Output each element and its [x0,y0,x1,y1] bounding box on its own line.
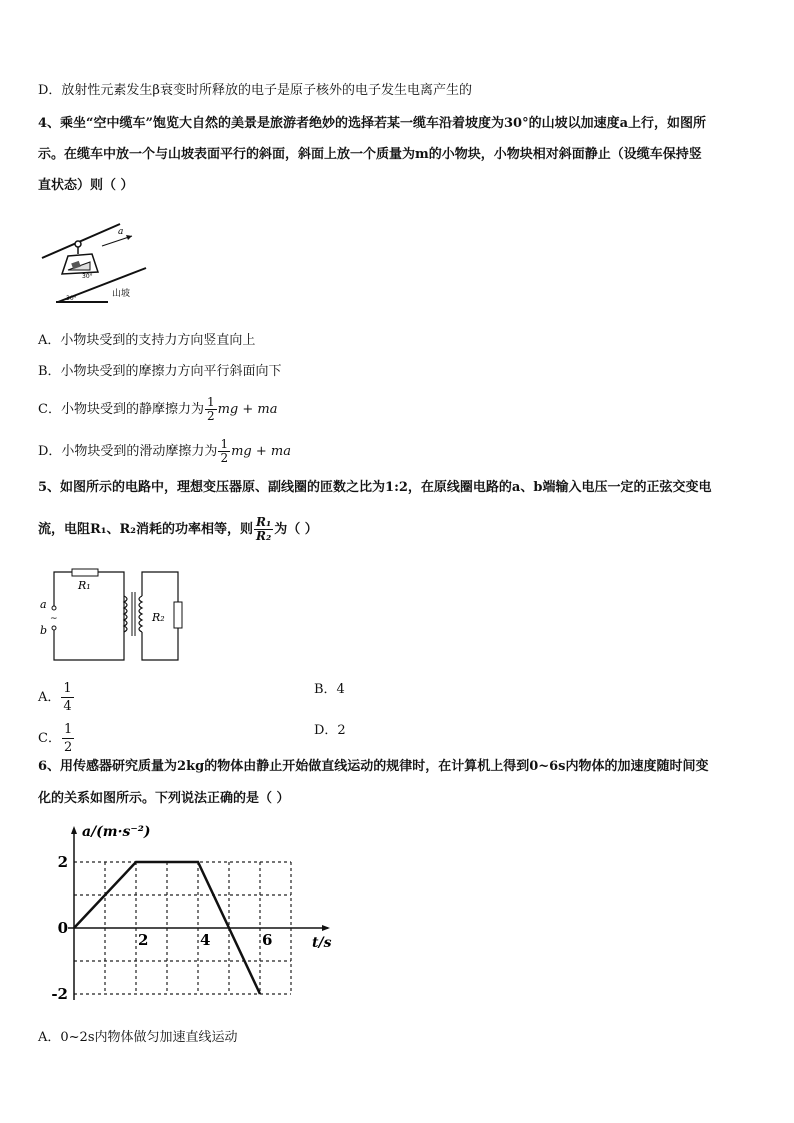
r1-label: R₁ [78,579,91,592]
pulley [75,241,81,247]
y-tick-label: -2 [51,985,68,1003]
ratio-fraction [254,516,273,543]
resistor-r1 [72,569,98,576]
cabin [62,254,98,274]
fraction-num: 1 [206,395,215,409]
q5-stem-line1: 5、如图所示的电路中，理想变压器原、副线圈的匝数之比为1:2，在原线圈电路的a、b端输入电压一定的正弦交变电 [38,480,712,495]
q5-option-d: D．2 [314,723,346,738]
x-tick-label: 6 [262,931,273,949]
resistor-r2 [174,602,182,628]
fraction-half [218,438,230,465]
q4-stem-line2: 示。在缆车中放一个与山坡表面平行的斜面，斜面上放一个质量为m的小物块，小物块相对斜面静止（设缆车保持竖 [38,147,702,162]
q5-option-a-den: 4 [63,699,72,714]
q5-option-c-num: 1 [63,722,73,737]
q5-option-c-den: 2 [63,740,73,755]
a-label: a [40,598,47,611]
cable-car-figure [38,218,158,310]
y-tick-label: 2 [57,853,68,871]
q5-option-c-fraction [62,721,74,756]
q6-stem-line1: 6、用传感器研究质量为2kg的物体由静止开始做直线运动的规律时，在计算机上得到0~6s内物体的加速度随时间变 [38,759,709,774]
q5-option-a-label: A． [38,690,61,705]
q4-option-d [38,438,291,465]
terminal-b [52,626,56,630]
q4-option-a: A．小物块受到的支持力方向竖直向上 [38,333,256,348]
terminal-a [52,606,56,610]
fraction-den: 2 [220,451,229,465]
y-axis-label: a/(m·s⁻²) [82,824,151,840]
slope-label: 山坡 [112,289,131,299]
ratio-num: R₁ [256,515,272,529]
fraction-half [205,396,217,423]
q6-stem-line2: 化的关系如图所示。下列说法正确的是（ ） [38,791,290,806]
q4-stem-line3: 直状态）则（ ） [38,178,134,193]
angle-label-1: 30° [82,273,93,280]
q4-option-b: B．小物块受到的摩擦力方向平行斜面向下 [38,364,282,379]
q4-option-c [38,396,277,423]
q3-option-d: D．放射性元素发生β衰变时所释放的电子是原子核外的电子发生电离产生的 [38,83,472,98]
x-axis-arrowhead [322,925,330,931]
expr: mg + ma [217,402,278,417]
b-label: b [40,624,48,637]
cable-line [42,224,120,258]
q5-stem-text: 流，电阻R₁、R₂消耗的功率相等，则 [38,522,253,537]
q5-stem-end: 为（ ） [274,522,318,537]
q4-option-c-text: C．小物块受到的静摩擦力为 [38,402,204,417]
q4-option-d-text: D．小物块受到的滑动摩擦力为 [38,444,218,459]
x-tick-label: 4 [200,931,211,949]
q5-option-a [38,680,75,715]
q5-option-a-num: 1 [63,681,72,696]
svg-text:~: ~ [50,614,58,624]
x-tick-label: 2 [138,931,149,949]
y-tick-label: 0 [57,919,68,937]
y-axis-arrowhead [71,826,77,834]
q6-option-a: A．0~2s内物体做匀加速直线运动 [38,1030,238,1045]
acceleration-time-chart [38,820,338,1010]
r2-label: R₂ [152,611,165,624]
secondary-coil [139,596,142,632]
q5-option-c [38,721,75,756]
angle-label-2: 30° [66,295,77,302]
q5-option-c-label: C． [38,731,61,746]
transformer-circuit [38,566,188,662]
q5-stem-line2 [38,516,318,543]
fraction-den: 2 [206,409,215,423]
primary-coil [124,596,127,632]
accel-label: a [118,227,124,237]
x-axis-label: t/s [312,935,332,951]
expr: mg + ma [231,444,291,459]
fraction-num: 1 [220,437,229,451]
q4-stem-line1: 4、乘坐“空中缆车”饱览大自然的美景是旅游者绝妙的选择若某一缆车沿着坡度为30°的山坡以加速度a上行，如图所 [38,116,707,131]
q5-option-a-fraction [61,680,73,715]
q5-option-b: B．4 [314,682,345,697]
ratio-den: R₂ [256,529,272,543]
